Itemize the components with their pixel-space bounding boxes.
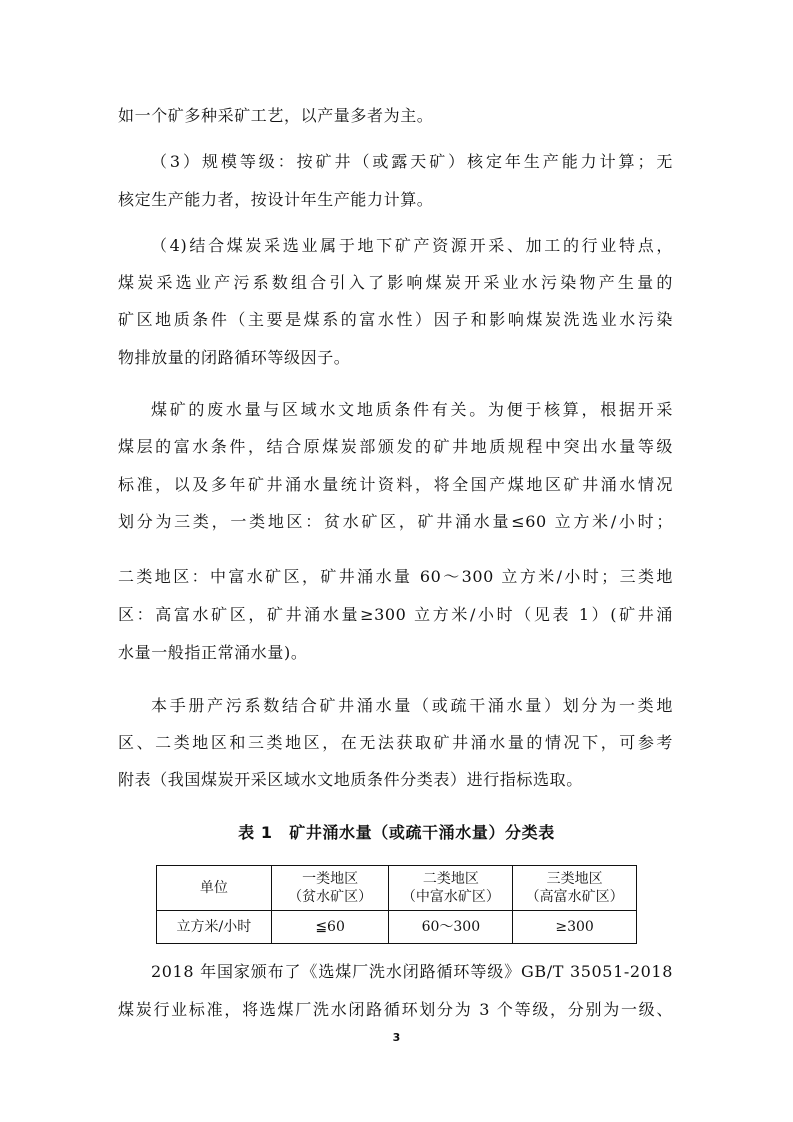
text-line: 标准，以及多年矿井涌水量统计资料，将全国产煤地区矿井涌水情况: [118, 475, 673, 494]
text-line: （3）规模等级：按矿井（或露天矿）核定年生产能力计算；无: [151, 152, 673, 171]
row-value-cell: ≥300: [513, 911, 637, 944]
text-line: 本手册产污系数结合矿井涌水量（或疏干涌水量）划分为一类地: [151, 696, 673, 715]
text-line: （4)结合煤炭采选业属于地下矿产资源开采、加工的行业特点，: [151, 236, 673, 255]
text-line: 附表（我国煤炭开采区域水文地质条件分类表）进行指标选取。: [118, 770, 583, 789]
classification-table: [156, 865, 637, 944]
text-line: 煤矿的废水量与区域水文地质条件有关。为便于核算，根据开采: [151, 400, 673, 419]
text-line: 煤炭行业标准，将选煤厂洗水闭路循环划分为 3 个等级，分别为一级、: [118, 1000, 673, 1019]
text-line: 水量一般指正常涌水量)。: [118, 643, 308, 662]
header-col-1: [271, 866, 389, 911]
text-line: 如一个矿多种采矿工艺，以产量多者为主。: [118, 106, 434, 125]
header-col-name: 一类地区: [302, 871, 359, 887]
header-col-name: 二类地区: [422, 871, 479, 887]
text-line: 划分为三类，一类地区：贫水矿区，矿井涌水量≤60 立方米/小时；: [118, 512, 673, 531]
table-row: [157, 911, 637, 944]
header-col-sub: （高富水矿区）: [525, 889, 624, 905]
text-line: 物排放量的闭路循环等级因子。: [118, 348, 351, 367]
text-line: 核定生产能力者，按设计年生产能力计算。: [118, 190, 434, 209]
header-col-sub: （贫水矿区）: [288, 889, 373, 905]
text-line: 区、二类地区和三类地区，在无法获取矿井涌水量的情况下，可参考: [118, 733, 673, 752]
text-line: 煤炭采选业产污系数组合引入了影响煤炭开采业水污染物产生量的: [118, 273, 673, 292]
header-col-3: [513, 866, 637, 911]
header-col-2: [389, 866, 513, 911]
header-unit-cell: 单位: [157, 866, 272, 911]
table-header-row: [157, 866, 637, 911]
row-value-cell: ≦60: [271, 911, 389, 944]
text-line: 煤层的富水条件，结合原煤炭部颁发的矿井地质规程中突出水量等级: [118, 437, 673, 456]
header-col-name: 三类地区: [546, 871, 603, 887]
text-line: 区：高富水矿区，矿井涌水量≥300 立方米/小时（见表 1）(矿井涌: [118, 605, 673, 624]
row-value-cell: 60～300: [389, 911, 513, 944]
text-line: 二类地区：中富水矿区，矿井涌水量 60～300 立方米/小时；三类地: [118, 567, 673, 586]
table-caption: 表 1 矿井涌水量（或疏干涌水量）分类表: [238, 823, 555, 842]
header-col-sub: （中富水矿区）: [401, 889, 500, 905]
text-line: 矿区地质条件（主要是煤系的富水性）因子和影响煤炭洗选业水污染: [118, 310, 673, 329]
text-line: 2018 年国家颁布了《选煤厂洗水闭路循环等级》GB/T 35051-2018: [151, 962, 673, 981]
page-number: 3: [392, 1031, 401, 1044]
row-unit-cell: 立方米/小时: [157, 911, 272, 944]
